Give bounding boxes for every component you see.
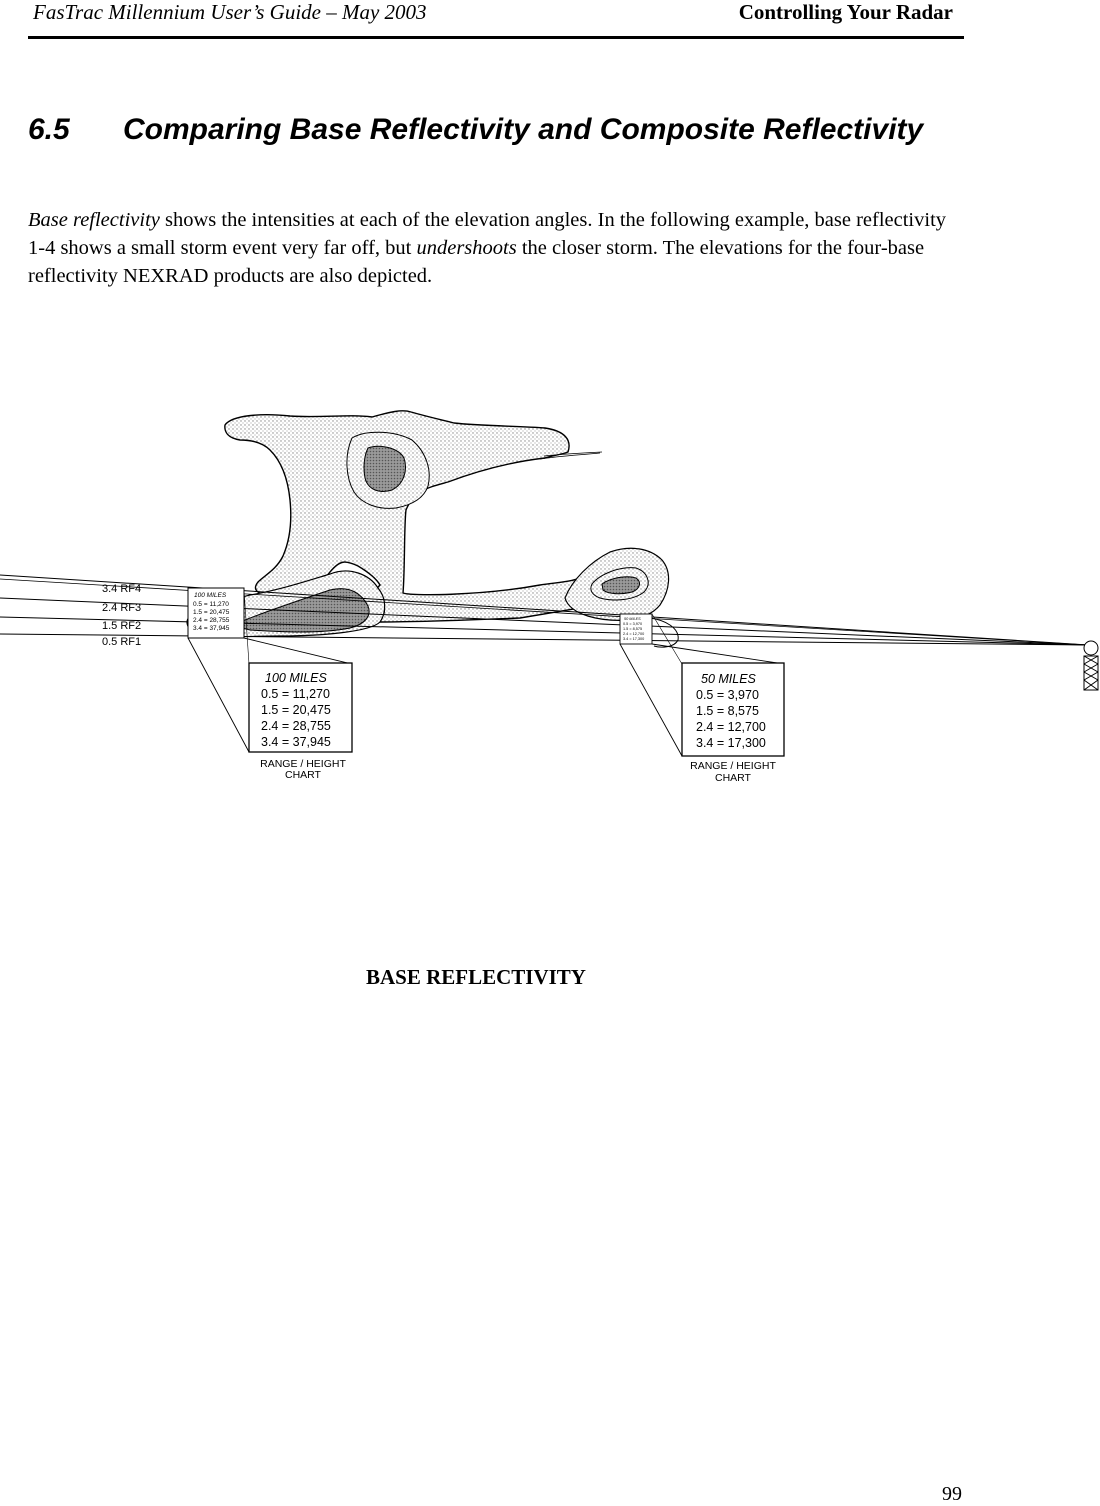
near-chart-caption-2: CHART (715, 772, 751, 784)
section-number: 6.5 (28, 113, 70, 146)
beam-label-rf1: 0.5 RF1 (102, 636, 142, 648)
beam-label-rf3: 2.4 RF3 (102, 602, 142, 614)
paragraph-text-1: shows the intensities at each of the elevation angles. In the following example, base reflectivity 1-4 shows a small storm event very far off, but (28, 209, 947, 259)
near-chart-title: 50 MILES (701, 672, 756, 686)
far-chart-small-row: 2.4 = 28,755 (193, 617, 230, 624)
near-chart-small-row: 0.5 = 3,970 (623, 622, 643, 626)
far-chart-small-row: 1.5 = 20,475 (193, 609, 230, 616)
far-chart-small-title: 100 MILES (194, 592, 227, 599)
paragraph-text-2: the closer storm. The elevations for the four-base reflectivity NEXRAD products are also depicted. (28, 237, 925, 287)
near-chart-row: 3.4 = 17,300 (696, 736, 766, 750)
far-chart-caption-2: CHART (285, 769, 321, 781)
far-chart-caption-1: RANGE / HEIGHT (260, 758, 346, 770)
far-chart-small-row: 0.5 = 11,270 (193, 601, 229, 608)
section-title: Comparing Base Reflectivity and Composite Reflectivity (123, 113, 924, 146)
beam-label-rf4: 3.4 RF4 (102, 583, 142, 595)
term-undershoots: undershoots (416, 237, 517, 259)
far-chart-row: 2.4 = 28,755 (261, 719, 331, 733)
section-heading (28, 110, 928, 149)
beam-rf1 (0, 634, 1088, 645)
term-base-reflectivity: Base reflectivity (28, 209, 160, 231)
near-chart-small-row: 3.4 = 17,300 (623, 637, 645, 641)
base-reflectivity-diagram (0, 400, 1100, 800)
near-chart-row: 2.4 = 12,700 (696, 720, 766, 734)
far-chart-row: 0.5 = 11,270 (261, 687, 330, 701)
near-chart-small-row: 1.5 = 8,575 (623, 627, 643, 631)
far-chart-row: 1.5 = 20,475 (261, 703, 331, 717)
running-header-title: FasTrac Millennium User’s Guide – May 2003 (33, 0, 427, 24)
running-header-section: Controlling Your Radar (738, 0, 953, 24)
beam-label-rf2: 1.5 RF2 (102, 620, 142, 632)
radar-tower-icon (1084, 641, 1098, 690)
page-number: 99 (942, 1483, 962, 1505)
near-chart-row: 1.5 = 8,575 (696, 704, 759, 718)
far-chart-row: 3.4 = 37,945 (261, 735, 331, 749)
header-divider (28, 36, 964, 39)
near-chart-caption-1: RANGE / HEIGHT (690, 760, 776, 772)
near-chart-small-title: 50 MILES (624, 617, 641, 621)
body-paragraph (28, 206, 963, 290)
far-chart-small-row: 3.4 = 37,945 (193, 625, 230, 632)
far-storm-max (364, 446, 406, 491)
far-chart-title: 100 MILES (265, 671, 327, 685)
near-chart-small-row: 2.4 = 12,700 (623, 632, 645, 636)
figure-caption: BASE REFLECTIVITY (366, 965, 586, 989)
near-chart-row: 0.5 = 3,970 (696, 688, 759, 702)
